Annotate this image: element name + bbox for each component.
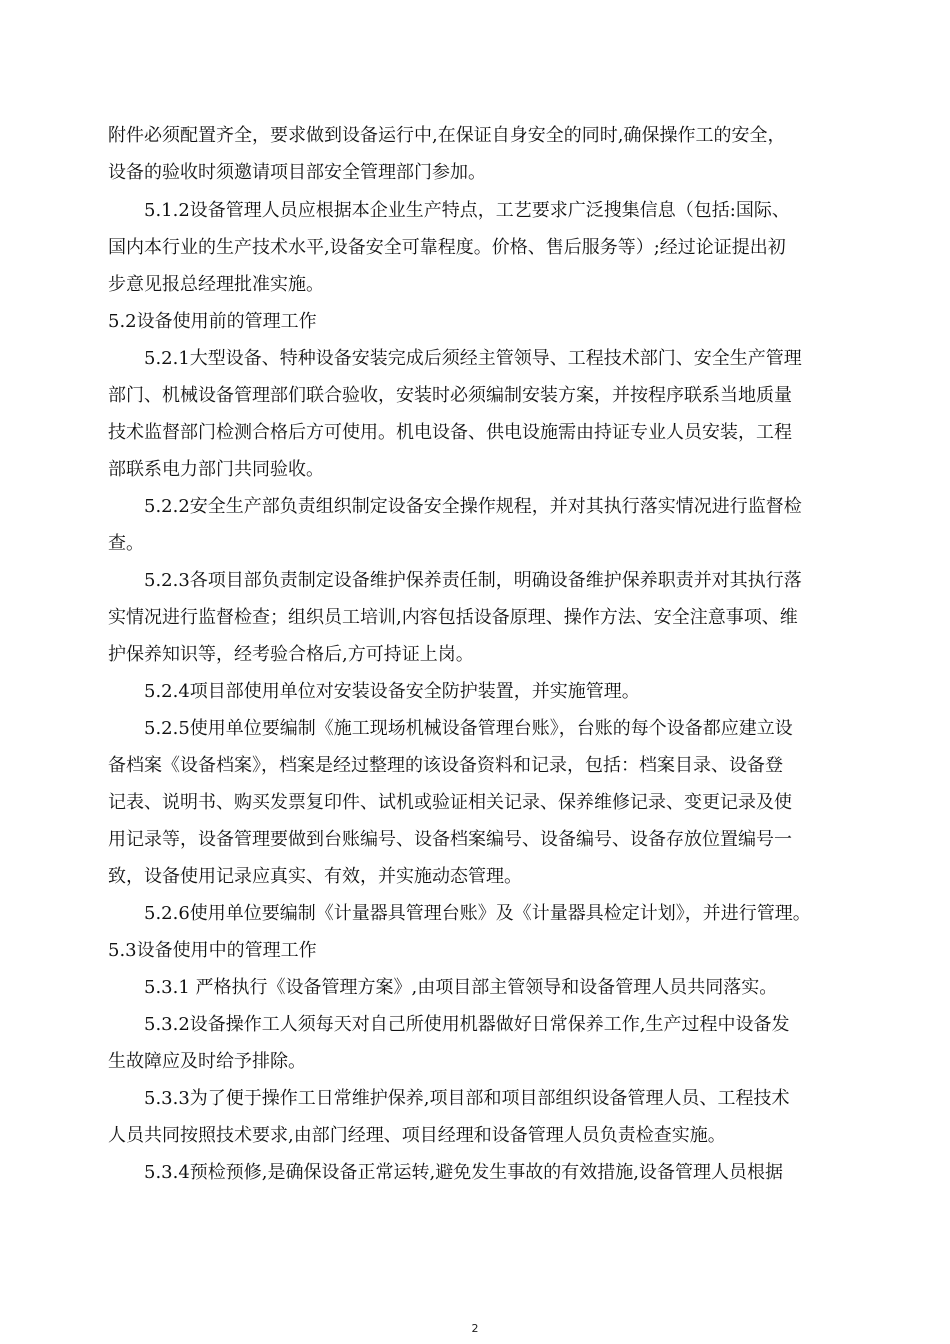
text-line: 5.2.6使用单位要编制《计量器具管理台账》及《计量器具检定计划》，并进行管理。: [144, 903, 811, 924]
text-line: 5.2.4项目部使用单位对安装设备安全防护装置，并实施管理。: [144, 681, 640, 702]
text-line: 国内本行业的生产技术水平,设备安全可靠程度。价格、售后服务等）;经过论证提出初: [108, 237, 786, 258]
text-line: 5.1.2设备管理人员应根据本企业生产特点，工艺要求广泛搜集信息（包括:国际、: [144, 200, 790, 221]
text-line: 人员共同按照技术要求,由部门经理、项目经理和设备管理人员负责检查实施。: [108, 1125, 726, 1146]
text-line: 护保养知识等，经考验合格后,方可持证上岗。: [108, 644, 474, 665]
text-line: 生故障应及时给予排除。: [108, 1051, 306, 1072]
text-line: 5.3.3为了便于操作工日常维护保养,项目部和项目部组织设备管理人员、工程技术: [144, 1088, 790, 1109]
text-line: 记表、说明书、购买发票复印件、试机或验证相关记录、保养维修记录、变更记录及使: [108, 792, 792, 813]
section-heading: 5.2设备使用前的管理工作: [108, 311, 317, 332]
text-line: 部门、机械设备管理部们联合验收，安装时必须编制安装方案，并按程序联系当地质量: [108, 385, 792, 406]
text-line: 备档案《设备档案》，档案是经过整理的该设备资料和记录，包括：档案目录、设备登: [108, 755, 783, 776]
text-line: 5.2.1大型设备、特种设备安装完成后须经主管领导、工程技术部门、安全生产管理: [144, 348, 802, 369]
text-line: 致，设备使用记录应真实、有效，并实施动态管理。: [108, 866, 522, 887]
text-line: 部联系电力部门共同验收。: [108, 459, 324, 480]
text-line: 步意见报总经理批准实施。: [108, 274, 324, 295]
section-heading: 5.3设备使用中的管理工作: [108, 940, 317, 961]
text-line: 5.2.5使用单位要编制《施工现场机械设备管理台账》，台账的每个设备都应建立设: [144, 718, 793, 739]
text-line: 5.3.1 严格执行《设备管理方案》,由项目部主管领导和设备管理人员共同落实。: [144, 977, 778, 998]
text-line: 实情况进行监督检查；组织员工培训,内容包括设备原理、操作方法、安全注意事项、维: [108, 607, 798, 628]
text-line: 查。: [108, 533, 144, 554]
text-line: 技术监督部门检测合格后方可使用。机电设备、供电设施需由持证专业人员安装，工程: [108, 422, 792, 443]
text-line: 5.2.3各项目部负责制定设备维护保养责任制，明确设备维护保养职责并对其执行落: [144, 570, 802, 591]
text-line: 设备的验收时须邀请项目部安全管理部门参加。: [108, 162, 486, 183]
text-line: 5.3.2设备操作工人须每天对自己所使用机器做好日常保养工作,生产过程中设备发: [144, 1014, 790, 1035]
page-number: 2: [471, 1322, 479, 1335]
text-line: 5.2.2安全生产部负责组织制定设备安全操作规程，并对其执行落实情况进行监督检: [144, 496, 802, 517]
text-line: 5.3.4预检预修,是确保设备正常运转,避免发生事故的有效措施,设备管理人员根据: [144, 1162, 783, 1183]
text-line: 附件必须配置齐全，要求做到设备运行中,在保证自身安全的同时,确保操作工的安全，: [108, 125, 786, 146]
text-line: 用记录等，设备管理要做到台账编号、设备档案编号、设备编号、设备存放位置编号一: [108, 829, 792, 850]
